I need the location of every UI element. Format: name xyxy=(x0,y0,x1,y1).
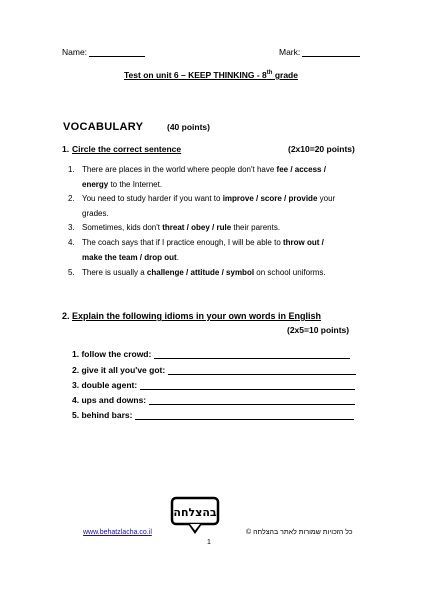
idiom-row-3: 3. double agent: xyxy=(72,380,355,390)
vocabulary-heading: VOCABULARY xyxy=(63,121,144,133)
behatzlacha-logo xyxy=(170,496,220,536)
answer-options[interactable]: fee / access / xyxy=(276,165,326,174)
answer-options[interactable]: challenge / attitude / symbol xyxy=(146,268,255,277)
answer-line[interactable] xyxy=(149,395,355,405)
answer-options[interactable]: improve / score / provide xyxy=(222,194,318,203)
website-link[interactable]: www.behatzlacha.co.il xyxy=(83,529,152,536)
copyright-text: כל הזכויות שמורות לאתר בהצלחה © xyxy=(246,529,353,536)
vocabulary-points: (40 points) xyxy=(167,122,210,132)
answer-line[interactable] xyxy=(140,380,355,390)
answer-line[interactable] xyxy=(135,410,354,420)
mark-label: Mark: xyxy=(279,47,301,57)
section2-title: Explain the following idioms in your own words in English xyxy=(72,311,322,321)
question-item-4: 4. The coach says that if I practice enough, I will be able to throw out / make the team / drop out. xyxy=(68,238,324,262)
question-item-1: 1. There are places in the world where people don't have fee / access / energy to the Internet. xyxy=(68,165,326,189)
name-field[interactable] xyxy=(89,46,145,57)
idiom-row-1: 1. follow the crowd: xyxy=(72,349,350,359)
test-title: Test on unit 6 – KEEP THINKING - 8th grade xyxy=(124,70,298,80)
idiom-row-2: 2. give it all you've got: xyxy=(72,365,356,375)
question-item-2: 2. You need to study harder if you want to improve / score / provide your grades. xyxy=(68,194,336,218)
name-label: Name: xyxy=(62,47,88,57)
page-number: 1 xyxy=(207,539,211,546)
section1-number: 1. xyxy=(62,144,70,154)
answer-line[interactable] xyxy=(168,365,356,375)
answer-line[interactable] xyxy=(154,349,350,359)
question-item-3: 3. Sometimes, kids don't threat / obey / rule their parents. xyxy=(68,223,281,232)
answer-options[interactable]: make the team / drop out xyxy=(82,252,177,262)
section1-title: Circle the correct sentence xyxy=(72,144,182,154)
answer-options[interactable]: throw out / xyxy=(283,238,324,247)
answer-options[interactable]: energy xyxy=(82,179,109,189)
section2-number: 2. xyxy=(62,311,70,321)
section1-points: (2x10=20 points) xyxy=(288,144,355,154)
mark-field[interactable] xyxy=(302,46,360,57)
title-superscript: th xyxy=(266,70,273,77)
logo-text: בהצלחה xyxy=(173,506,217,519)
question-item-5: 5. There is usually a challenge / attitude / symbol on school uniforms. xyxy=(68,268,326,277)
idiom-row-4: 4. ups and downs: xyxy=(72,395,355,405)
section2-points: (2x5=10 points) xyxy=(287,325,350,335)
answer-options[interactable]: threat / obey / rule xyxy=(162,223,232,232)
idiom-row-5: 5. behind bars: xyxy=(72,410,354,420)
